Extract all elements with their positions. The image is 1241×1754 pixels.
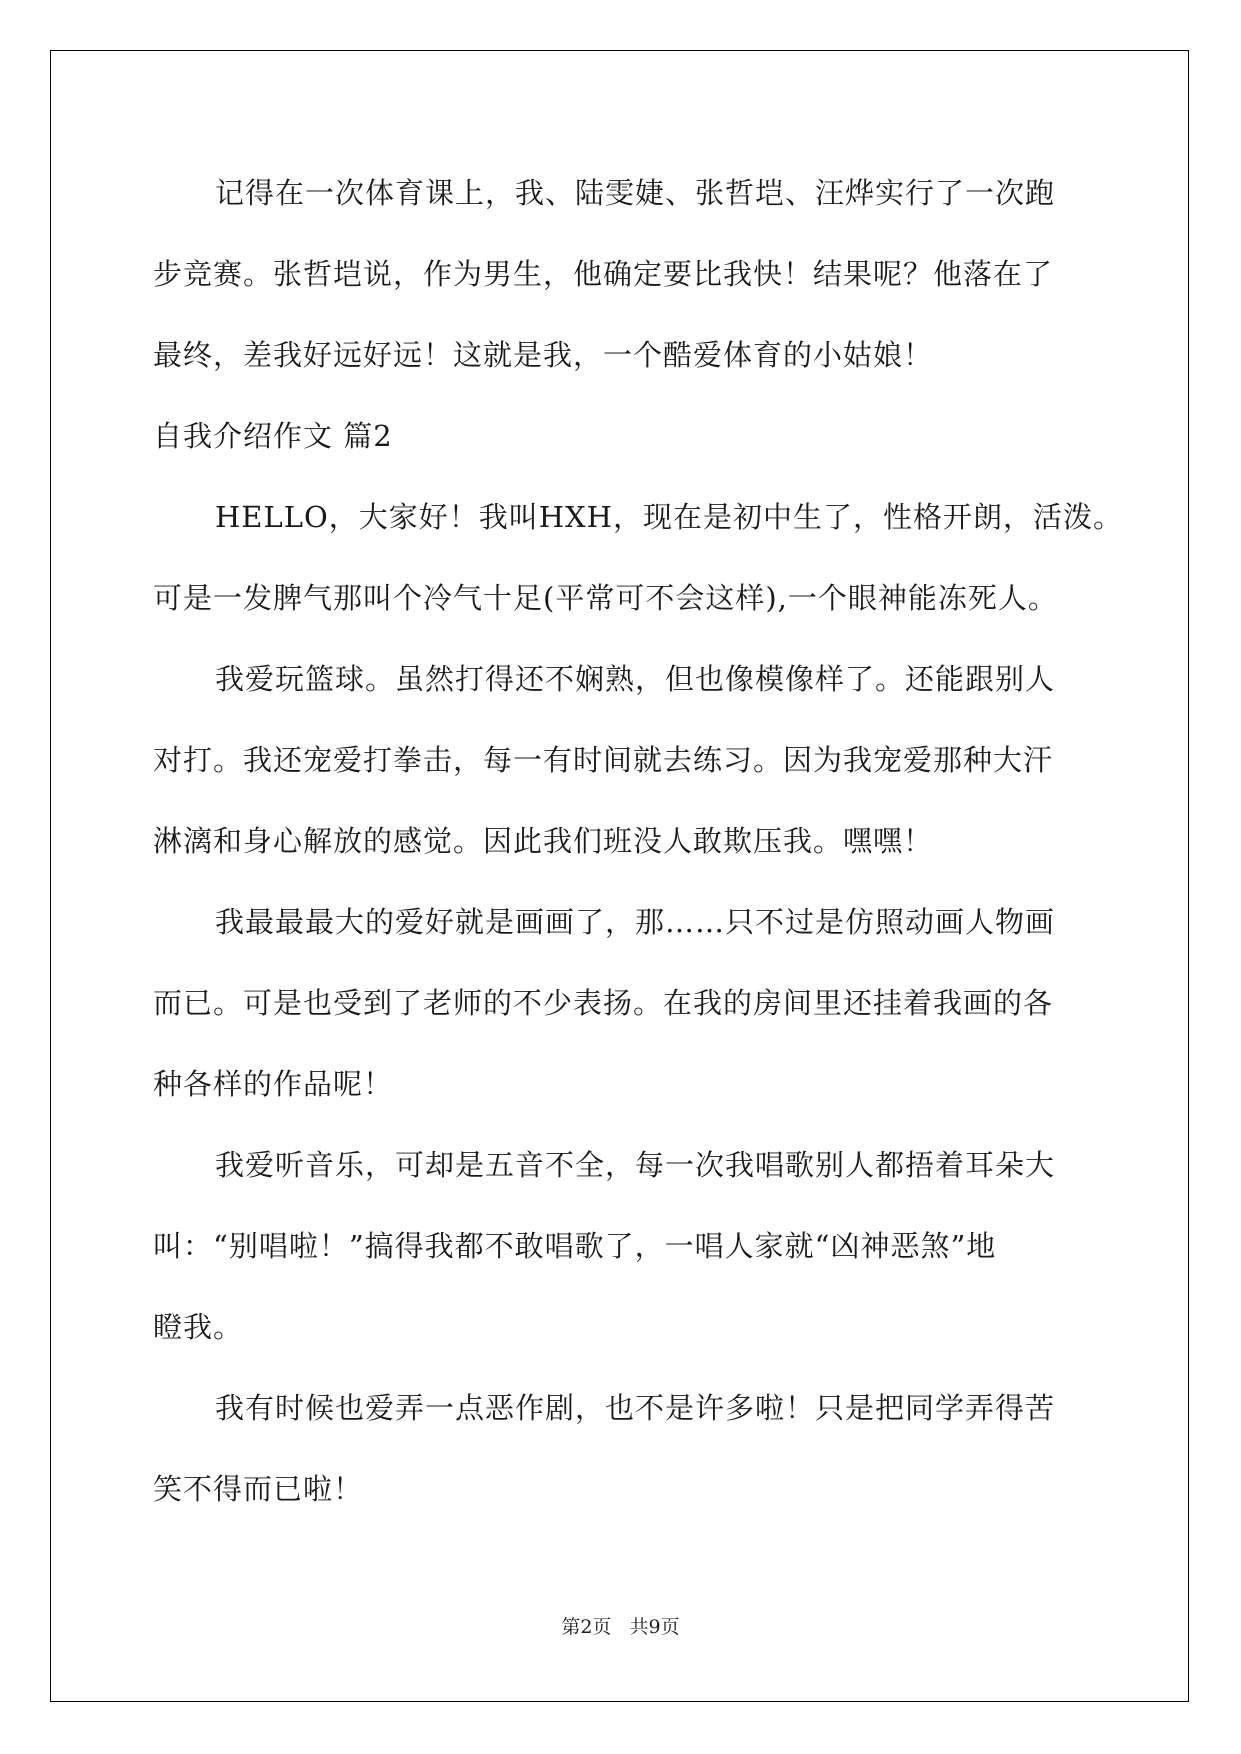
text-line: 我最最最大的爱好就是画画了，那……只不过是仿照动画人物画	[215, 905, 1056, 939]
text-line: 叫：“别唱啦！”搞得我都不敢唱歌了，一唱人家就“凶神恶煞”地	[153, 1229, 997, 1263]
text-line: 我爱玩篮球。虽然打得还不娴熟，但也像模像样了。还能跟别人	[215, 662, 1056, 696]
text-line: 我有时候也爱弄一点恶作剧，也不是许多啦！只是把同学弄得苦	[215, 1391, 1056, 1425]
text-line: 可是一发脾气那叫个冷气十足(平常可不会这样),一个眼神能冻死人。	[153, 581, 1058, 615]
text-line: 我爱听音乐，可却是五音不全，每一次我唱歌别人都捂着耳朵大	[215, 1148, 1056, 1182]
page-number-footer: 第2页 共9页	[561, 1616, 680, 1638]
document-body	[153, 165, 1123, 1542]
text-line: HELLO，大家好！我叫HXH，现在是初中生了，性格开朗，活泼。	[215, 500, 1123, 534]
text-line: 步竞赛。张哲垲说，作为男生，他确定要比我快！结果呢？他落在了	[153, 257, 1054, 291]
text-line: 而已。可是也受到了老师的不少表扬。在我的房间里还挂着我画的各	[153, 986, 1054, 1020]
text-line: 记得在一次体育课上，我、陆雯婕、张哲垲、汪烨实行了一次跑	[215, 176, 1056, 210]
text-line: 淋漓和身心解放的感觉。因此我们班没人敢欺压我。嘿嘿！	[153, 824, 934, 858]
section-heading: 自我介绍作文 篇2	[153, 419, 393, 453]
text-line: 最终，差我好远好远！这就是我，一个酷爱体育的小姑娘！	[153, 338, 934, 372]
text-line: 对打。我还宠爱打拳击，每一有时间就去练习。因为我宠爱那种大汗	[153, 743, 1054, 777]
text-line: 瞪我。	[153, 1310, 244, 1344]
text-line: 笑不得而已啦！	[153, 1472, 364, 1506]
text-line: 种各样的作品呢！	[153, 1067, 394, 1101]
